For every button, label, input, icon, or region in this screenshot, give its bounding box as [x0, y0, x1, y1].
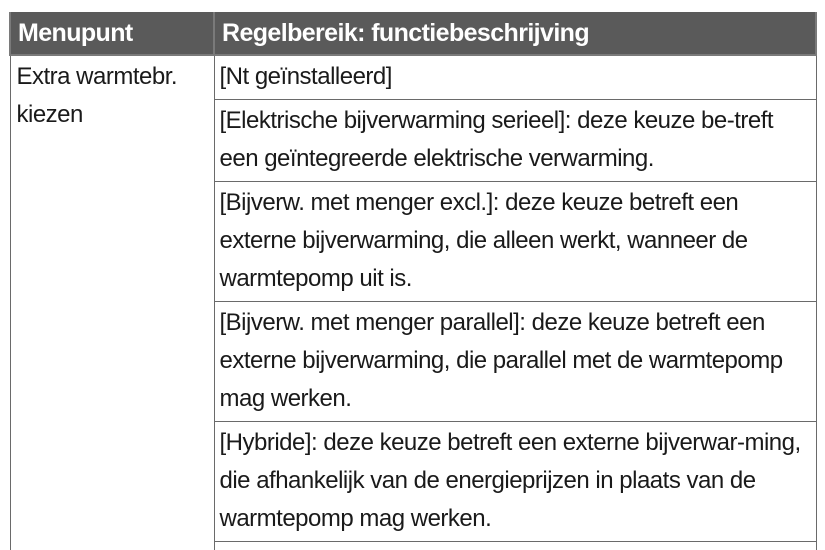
- option-text: [Nt geïnstalleerd]: [220, 58, 808, 96]
- option-cell-5: [214, 422, 816, 542]
- header-regelbereik: Regelbereik: functiebeschrijving: [214, 13, 816, 56]
- option-cell-3: [214, 182, 816, 302]
- menu-item-label: Extra warmtebr. kiezen: [17, 63, 178, 128]
- option-cell-2: [214, 100, 816, 182]
- option-text: [Elektrische bijverwarming serieel]: deze keuze be-treft een geïntegreerde elektrische verwarming.: [220, 102, 808, 178]
- table-header-row: [10, 13, 816, 56]
- option-text: [Hybride]: deze keuze betreft een externe bijverwar-ming, die afhankelijk van de energieprijzen in plaats van de warmtepomp mag werken.: [220, 424, 808, 538]
- continued-cell: [214, 542, 816, 550]
- table-row: [10, 55, 816, 100]
- header-menupunt: Menupunt: [10, 13, 214, 56]
- option-text: [Bijverw. met menger excl.]: deze keuze betreft een externe bijverwarming, die alleen werkt, wanneer de warmtepomp uit is.: [220, 184, 808, 298]
- option-cell-1: [214, 55, 816, 100]
- option-cell-4: [214, 302, 816, 422]
- option-text: [Bijverw. met menger parallel]: deze keuze betreft een externe bijverwarming, die parallel met de warmtepomp mag werken.: [220, 304, 808, 418]
- menu-item-cell: [10, 55, 214, 550]
- settings-table: [9, 12, 817, 550]
